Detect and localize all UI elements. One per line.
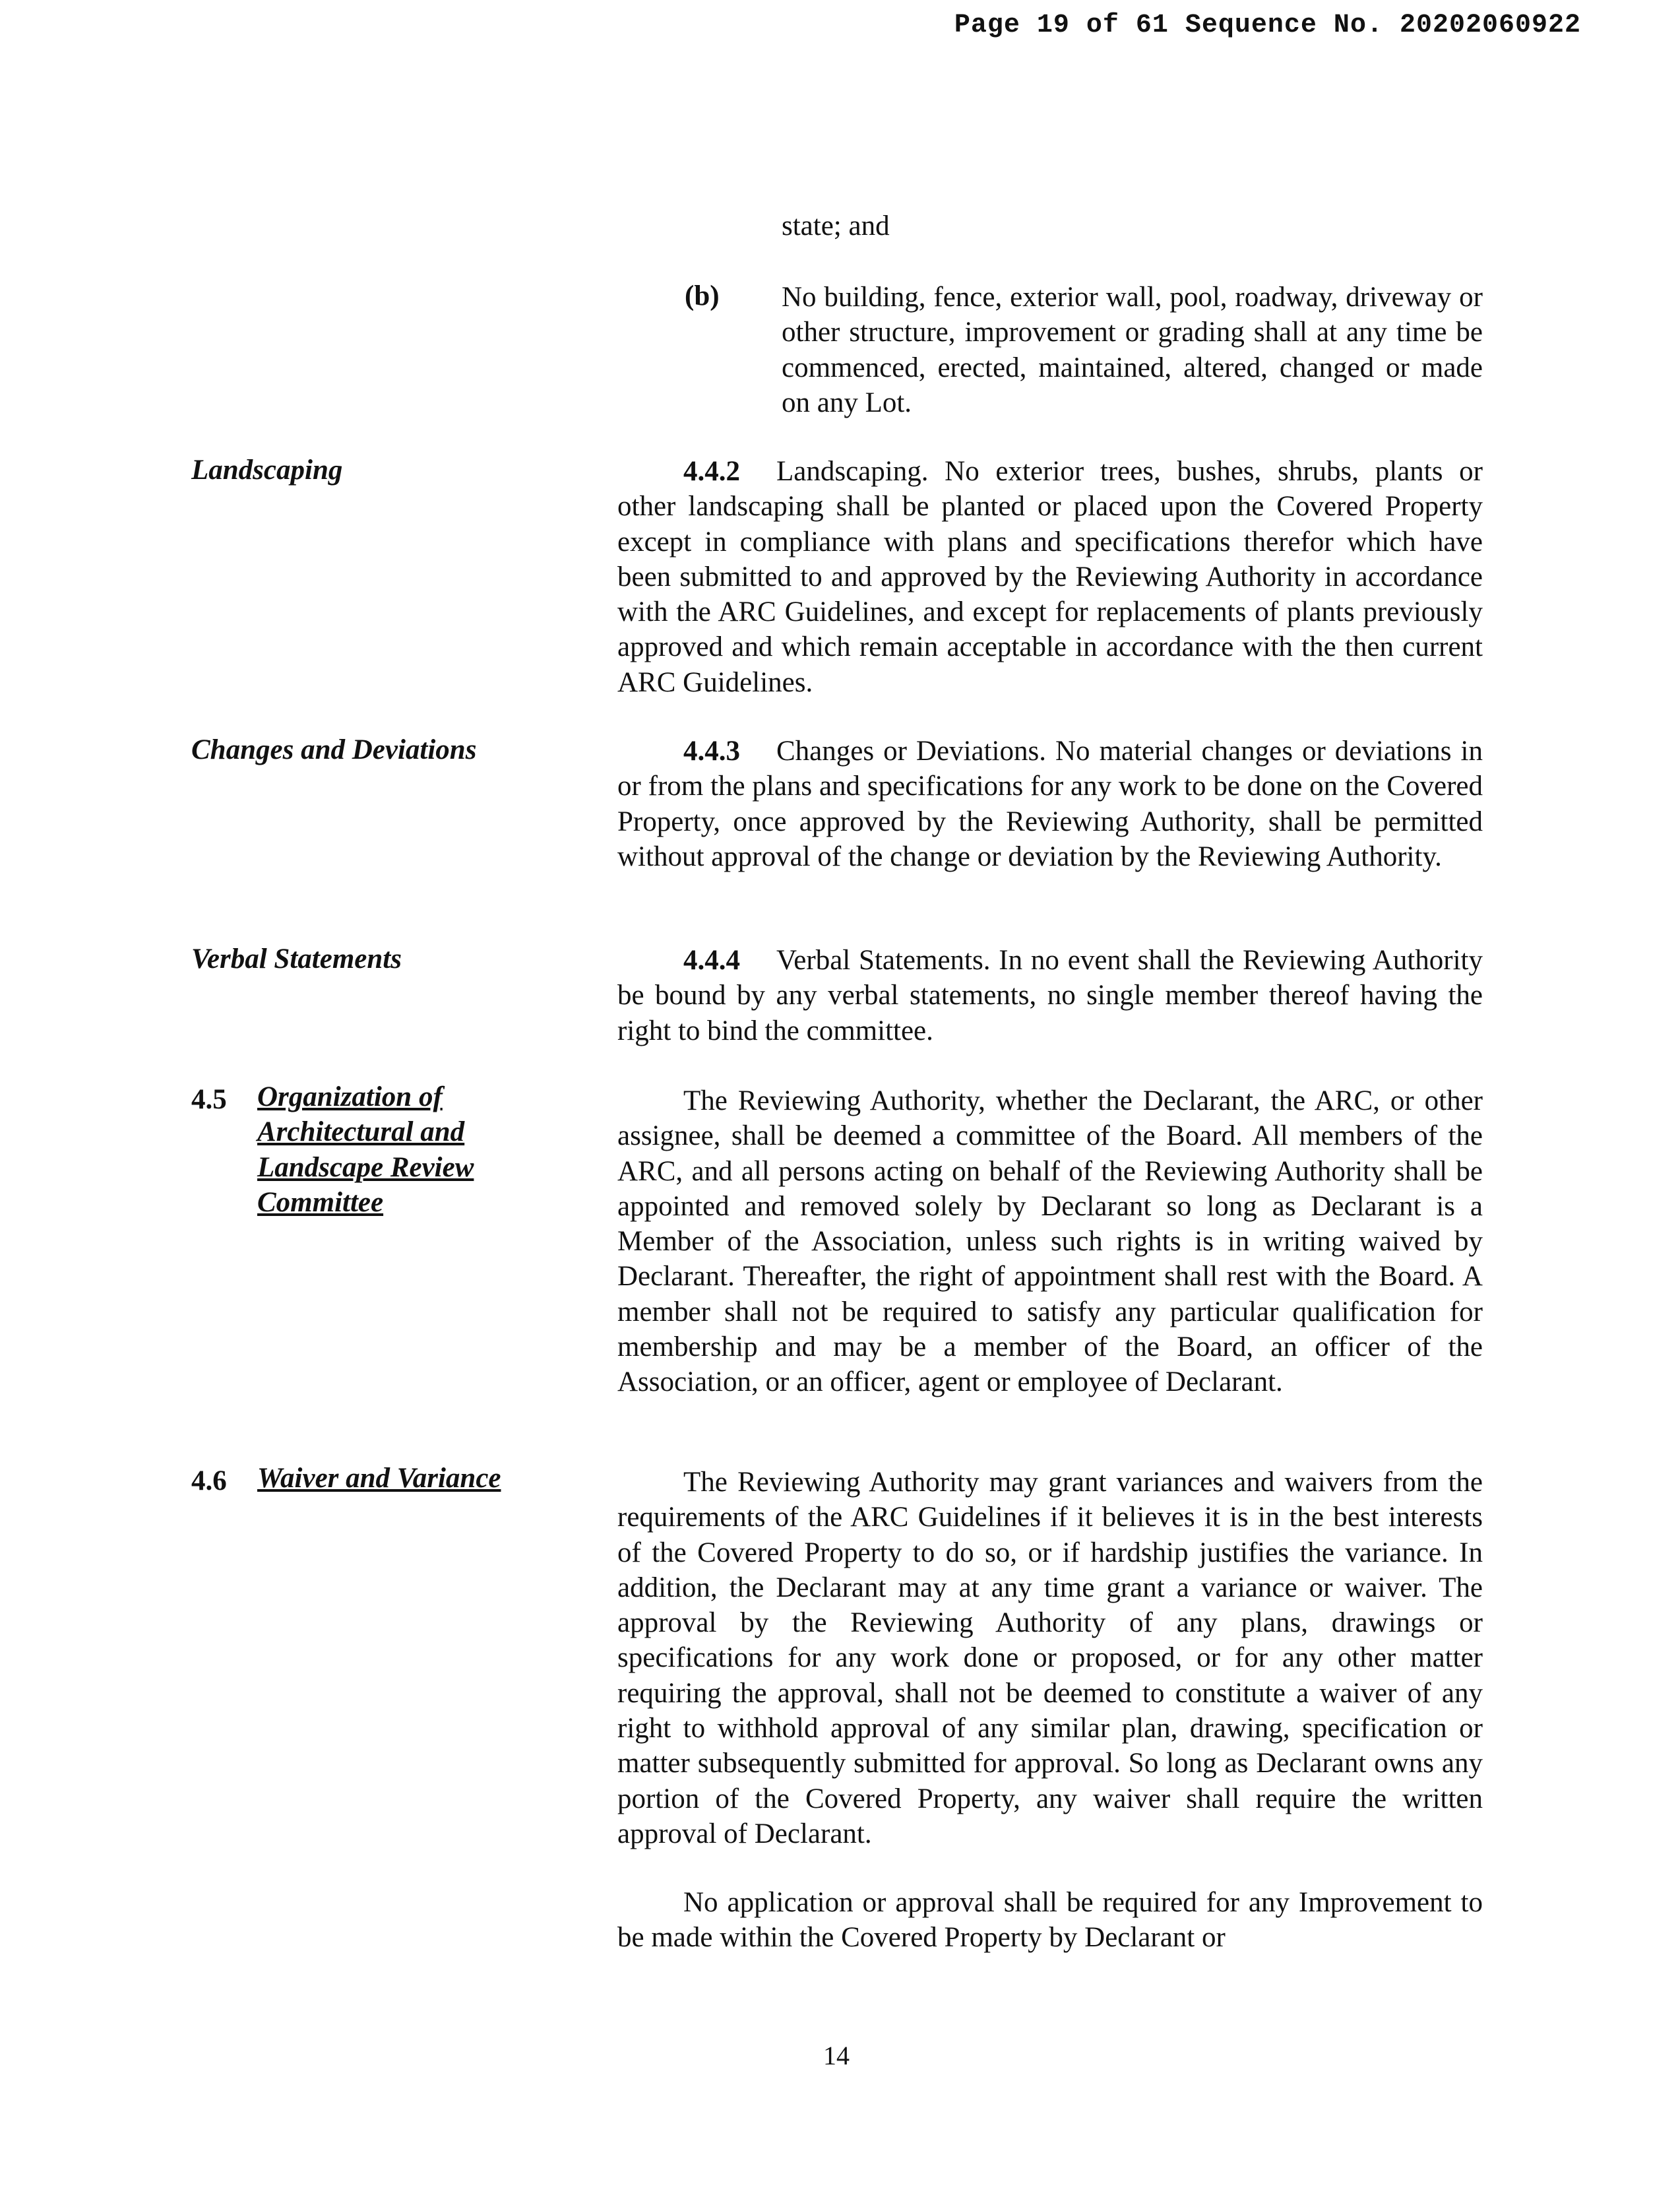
section-4-6-text: The Reviewing Authority may grant variances and waivers from the requirements of the ARC Guidelines if it believes it is in the best interests of the Covered Property to do so, or if hardship justifies the variance. In addition, the Declarant may at any time grant a variance or waiver. The approval by the Reviewing Authority of any plans, drawings or specifications for any work done or proposed, or for any other matter requiring the approval, shall not be deemed to constitute a waiver of any right to withhold approval of any similar plan, drawing, specification or matter subsequently submitted for approval. So long as Declarant owns any portion of the Covered Property, any waiver shall require the written approval of Declarant. xyxy=(617,1467,1483,1849)
section-4-5-title: Organization of Architectural and Landscape Review Committee xyxy=(257,1081,474,1218)
section-4-4-2-text: Landscaping. No exterior trees, bushes, shrubs, plants or other landscaping shall be planted or placed upon the Covered Property except in compliance with plans and specifications therefor which have been submitted to and approved by the Reviewing Authority in accordance with the ARC Guidelines, and except for replacements of plants previously approved and which remain acceptable in accordance with the then current ARC Guidelines. xyxy=(617,456,1483,698)
section-4-4-4-paragraph xyxy=(617,943,1483,1048)
section-4-6-title: Waiver and Variance xyxy=(257,1463,501,1494)
section-4-4-2-paragraph xyxy=(617,454,1483,700)
section-4-6-number: 4.6 xyxy=(191,1465,227,1496)
section-4-6-text-continued: No application or approval shall be required for any Improvement to be made within the Covered Property by Declarant or xyxy=(617,1887,1483,1954)
section-4-4-3-text: Changes or Deviations. No material changes or deviations in or from the plans and specifications for any work to be done on the Covered Property, once approved by the Reviewing Authority, shall be permitted without approval of the change or deviation by the Reviewing Authority. xyxy=(617,736,1483,872)
continuation-text: state; and xyxy=(782,210,890,241)
section-4-5-number: 4.5 xyxy=(191,1084,227,1115)
item-b-label: (b) xyxy=(685,280,720,311)
recording-header-stamp: Page 19 of 61 Sequence No. 20202060922 xyxy=(954,11,1581,40)
section-4-5-text: The Reviewing Authority, whether the Declarant, the ARC, or other assignee, shall be deemed a committee of the Board. All members of the ARC, and all persons acting on behalf of the Reviewing Authority shall be appointed and removed solely by Declarant so long as Declarant is a Member of the Association, unless such rights is in writing waived by Declarant. Thereafter, the right of appointment shall rest with the Board. A member shall not be required to satisfy any particular qualification for membership and may be a member of the Board, an officer of the Association, or an officer, agent or employee of Declarant. xyxy=(617,1085,1483,1398)
section-4-4-3-paragraph xyxy=(617,734,1483,874)
section-4-4-2-number: 4.4.2 xyxy=(683,456,740,487)
margin-heading-changes-and-deviations: Changes and Deviations xyxy=(191,734,477,765)
page-number: 14 xyxy=(823,2041,850,2070)
margin-heading-landscaping: Landscaping xyxy=(191,455,343,486)
section-4-4-3-number: 4.4.3 xyxy=(683,736,740,767)
section-4-4-4-number: 4.4.4 xyxy=(683,945,740,976)
margin-heading-verbal-statements: Verbal Statements xyxy=(191,943,402,975)
section-4-4-4-text: Verbal Statements. In no event shall the Reviewing Authority be bound by any verbal statements, no single member thereof having the right to bind the committee. xyxy=(617,945,1483,1046)
item-b-text: No building, fence, exterior wall, pool, roadway, driveway or other structure, improvement or grading shall at any time be commenced, erected, maintained, altered, changed or made on any Lot. xyxy=(782,282,1483,418)
